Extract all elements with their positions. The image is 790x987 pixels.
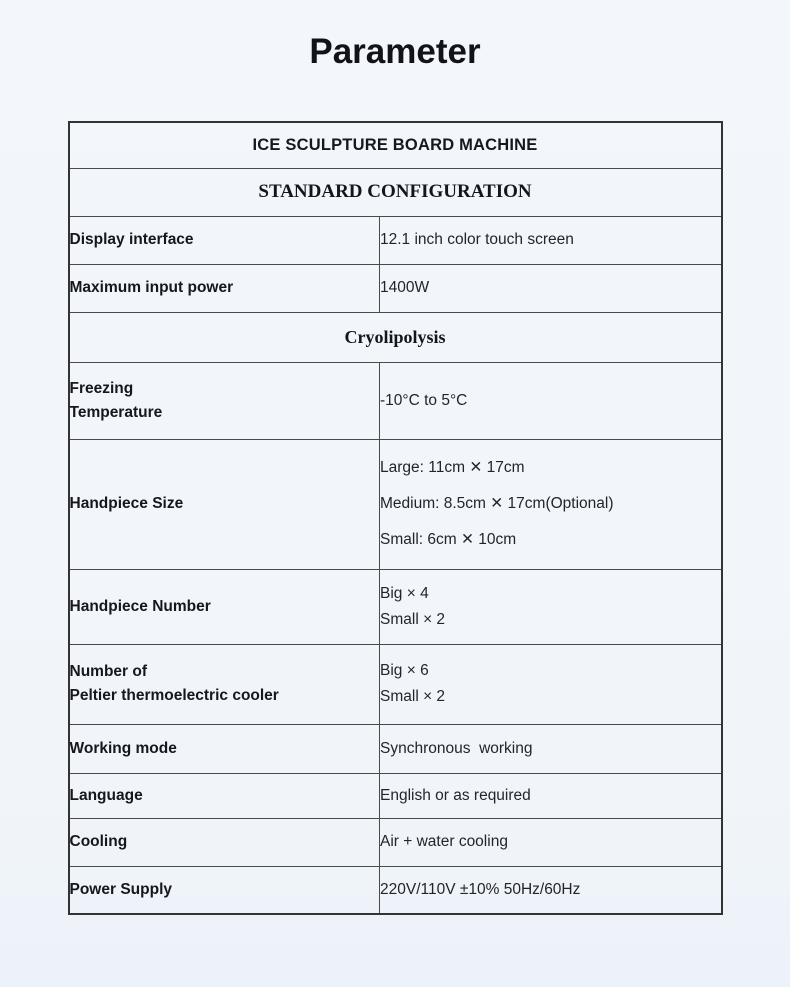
- param-label-power-supply: [69, 866, 380, 914]
- table-row-standard-configuration: [69, 168, 722, 216]
- table-row-cryolipolysis: [69, 312, 722, 362]
- value-line: 1400W: [380, 279, 430, 296]
- table-row-freezing-temperature: [69, 362, 722, 439]
- table-row-display-interface: [69, 216, 722, 264]
- value-line: Air + water cooling: [380, 833, 508, 850]
- table-row-peltier-cooler-number: [69, 644, 722, 724]
- value-line: Small × 2: [380, 688, 446, 705]
- param-label-maximum-input-power: [69, 264, 380, 312]
- param-label-freezing-temperature: [69, 362, 380, 439]
- machine-title: ICE SCULPTURE BOARD MACHINE: [69, 122, 722, 168]
- param-value-peltier-cooler-number: [380, 644, 722, 724]
- value-line: 220V/110V ±10% 50Hz/60Hz: [380, 880, 581, 898]
- table-row-cooling: [69, 818, 722, 866]
- spec-table: [68, 121, 723, 915]
- label-line: Language: [69, 786, 143, 804]
- param-label-working-mode: [69, 724, 380, 773]
- param-value-handpiece-size: [380, 439, 722, 569]
- param-label-handpiece-number: [69, 569, 380, 644]
- value-line: Big × 4: [380, 584, 429, 602]
- table-row-handpiece-size: [69, 439, 722, 569]
- label-line: Freezing: [69, 379, 134, 397]
- value-line: 12.1 inch color touch screen: [380, 231, 574, 248]
- table-row-power-supply: [69, 866, 722, 914]
- section-header-standard-configuration: STANDARD CONFIGURATION: [69, 168, 722, 216]
- value-line: Small × 2: [380, 610, 446, 628]
- label-line: Handpiece Number: [69, 597, 211, 615]
- label-line: Cooling: [69, 833, 128, 850]
- section-header-cryolipolysis: Cryolipolysis: [69, 312, 722, 362]
- param-label-handpiece-size: [69, 439, 380, 569]
- label-line: Handpiece Size: [69, 495, 184, 512]
- param-value-power-supply: [380, 866, 722, 914]
- param-value-display-interface: [380, 216, 722, 264]
- param-label-language: [69, 773, 380, 818]
- label-line: Number of: [69, 663, 147, 680]
- table-row-working-mode: [69, 724, 722, 773]
- label-line: Display interface: [69, 231, 194, 248]
- param-value-cooling: [380, 818, 722, 866]
- value-line: Large: 11cm ✕ 17cm: [380, 459, 525, 476]
- page: [0, 30, 790, 987]
- param-label-peltier-cooler-number: [69, 644, 380, 724]
- value-line: Synchronous working: [380, 739, 533, 757]
- label-line: Peltier thermoelectric cooler: [69, 687, 279, 704]
- param-value-working-mode: [380, 724, 722, 773]
- param-value-handpiece-number: [380, 569, 722, 644]
- table-row-machine-title: [69, 122, 722, 168]
- param-label-cooling: [69, 818, 380, 866]
- value-line: Small: 6cm ✕ 10cm: [380, 531, 517, 548]
- table-row-maximum-input-power: [69, 264, 722, 312]
- param-value-language: [380, 773, 722, 818]
- label-line: Working mode: [69, 739, 177, 757]
- label-line: Power Supply: [69, 880, 172, 898]
- param-label-display-interface: [69, 216, 380, 264]
- value-line: -10°C to 5°C: [380, 391, 468, 409]
- page-title: Parameter: [309, 32, 481, 71]
- table-row-handpiece-number: [69, 569, 722, 644]
- label-line: Maximum input power: [69, 279, 234, 296]
- table-row-language: [69, 773, 722, 818]
- value-line: Big × 6: [380, 662, 429, 679]
- value-line: Medium: 8.5cm ✕ 17cm(Optional): [380, 495, 614, 512]
- param-value-freezing-temperature: [380, 362, 722, 439]
- label-line: Temperature: [69, 403, 163, 421]
- param-value-maximum-input-power: [380, 264, 722, 312]
- value-line: English or as required: [380, 786, 531, 804]
